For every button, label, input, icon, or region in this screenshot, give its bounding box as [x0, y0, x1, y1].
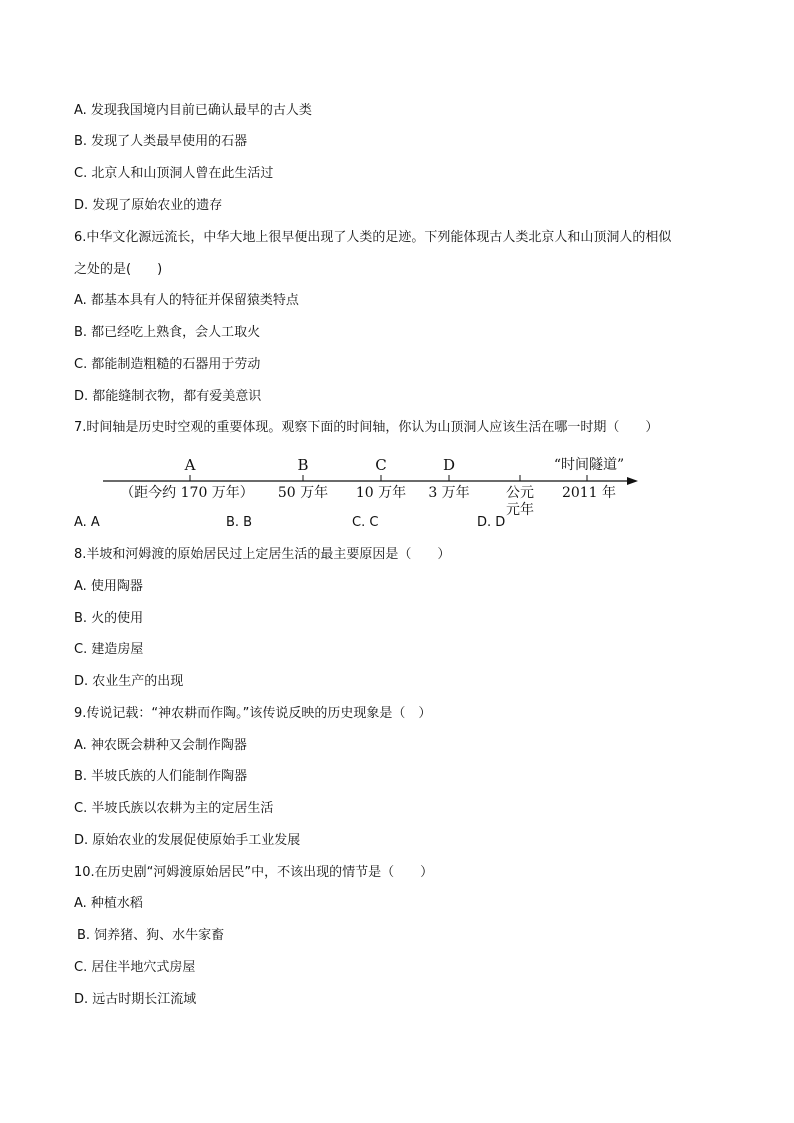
label-3wan: 3 万年 — [428, 485, 470, 501]
q5-option-c: C. 北京人和山顶洞人曾在此生活过 — [74, 166, 274, 181]
label-50wan: 50 万年 — [277, 485, 329, 501]
q6-option-d: D. 都能缝制衣物，都有爱美意识 — [74, 389, 262, 404]
q5-option-a: A. 发现我国境内目前已确认最早的古人类 — [74, 103, 312, 118]
q8-option-c: C. 建造房屋 — [74, 642, 144, 657]
q5-option-d: D. 发现了原始农业的遗存 — [74, 198, 223, 213]
q9-option-c: C. 半坡氏族以农耕为主的定居生活 — [74, 801, 274, 816]
timeline-figure — [100, 452, 645, 520]
q6-stem-line2: 之处的是( ) — [74, 262, 163, 277]
q10-stem: 10.在历史剧“河姆渡原始居民”中，不该出现的情节是（ ） — [74, 865, 434, 880]
q6-option-c: C. 都能制造粗糙的石器用于劳动 — [74, 357, 261, 372]
timeline-arrow — [627, 477, 638, 485]
q7-option-b: B. B — [226, 515, 253, 530]
q9-option-a: A. 神农既会耕种又会制作陶器 — [74, 738, 247, 753]
q6-stem-line1: 6.中华文化源远流长，中华大地上很早便出现了人类的足迹。下列能体现古人类北京人和山顶洞人的相似 — [74, 230, 672, 245]
q10-option-d: D. 远古时期长江流域 — [74, 992, 197, 1007]
q10-option-a: A. 种植水稻 — [74, 896, 143, 911]
letter-c: C — [375, 456, 387, 474]
letter-d: D — [442, 456, 456, 474]
q10-option-b: B. 饲养猪、狗、水牛家畜 — [77, 928, 225, 943]
q8-option-a: A. 使用陶器 — [74, 579, 143, 594]
q8-option-b: B. 火的使用 — [74, 611, 144, 626]
letter-b: B — [297, 456, 309, 474]
q7-option-d: D. D — [477, 515, 506, 530]
q8-option-d: D. 农业生产的出现 — [74, 674, 184, 689]
label-gongyuan: 公元 — [506, 485, 534, 501]
letter-a: A — [184, 456, 196, 474]
time-tunnel-label: “时间隧道” — [553, 457, 625, 473]
q6-option-b: B. 都已经吃上熟食，会人工取火 — [74, 325, 261, 340]
q7-option-c: C. C — [352, 515, 379, 530]
label-170wan: （距今约 170 万年） — [120, 485, 254, 501]
q10-option-c: C. 居住半地穴式房屋 — [74, 960, 196, 975]
q7-option-a: A. A — [74, 515, 100, 530]
q5-option-b: B. 发现了人类最早使用的石器 — [74, 134, 248, 149]
label-yuannian: 元年 — [506, 502, 534, 518]
label-10wan: 10 万年 — [355, 485, 407, 501]
label-2011: 2011 年 — [561, 485, 617, 501]
q6-option-a: A. 都基本具有人的特征并保留猿类特点 — [74, 293, 299, 308]
q9-stem: 9.传说记载：“神农耕而作陶。”该传说反映的历史现象是（ ） — [74, 706, 432, 721]
q8-stem: 8.半坡和河姆渡的原始居民过上定居生活的最主要原因是（ ） — [74, 547, 451, 562]
q9-option-b: B. 半坡氏族的人们能制作陶器 — [74, 769, 248, 784]
q7-stem: 7.时间轴是历史时空观的重要体现。观察下面的时间轴，你认为山顶洞人应该生活在哪一时期（ ） — [74, 420, 659, 435]
q9-option-d: D. 原始农业的发展促使原始手工业发展 — [74, 833, 301, 848]
